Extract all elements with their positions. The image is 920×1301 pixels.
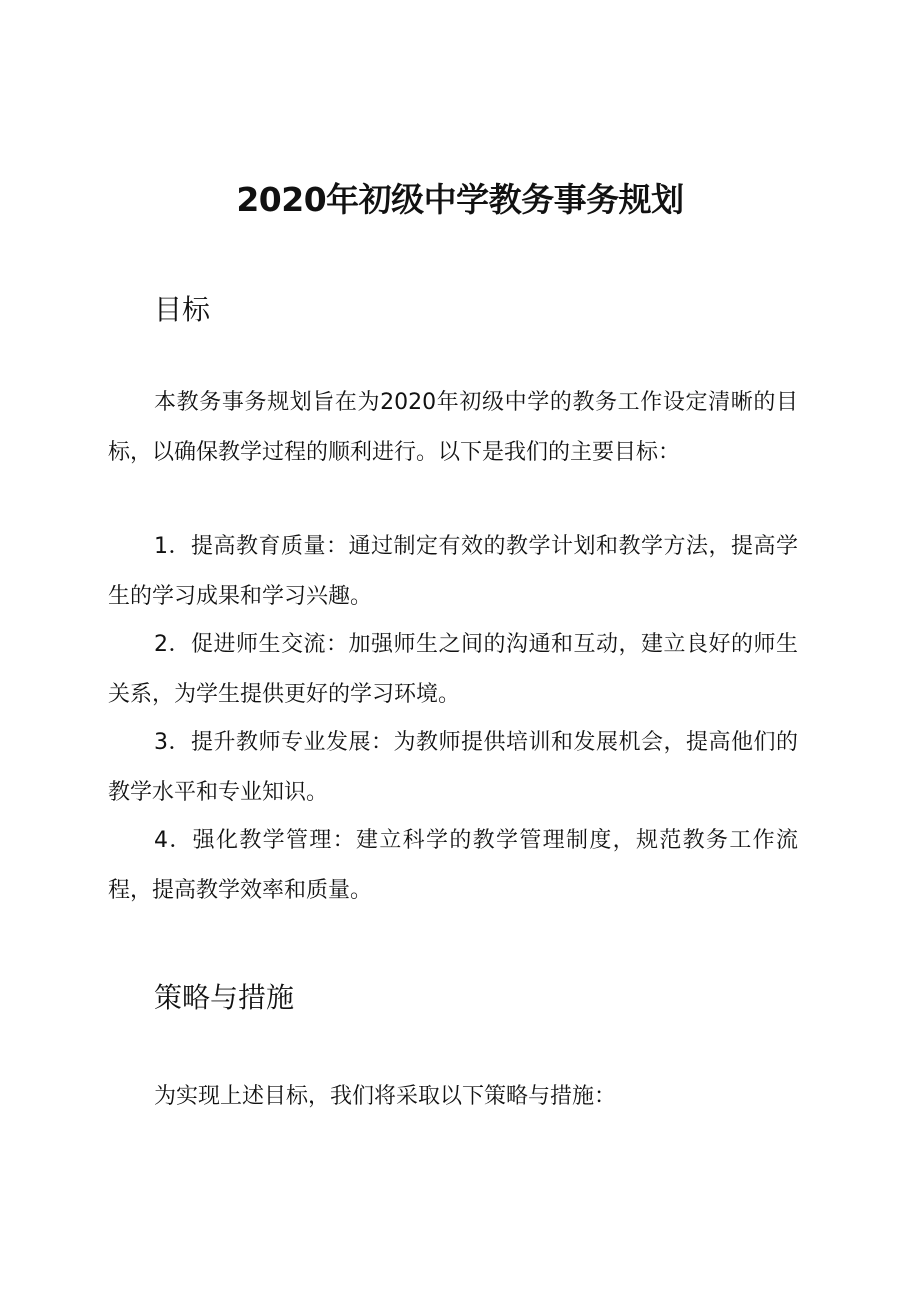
section-heading-goals: 目标	[154, 293, 211, 326]
goal-item-2: 2．促进师生交流：加强师生之间的沟通和互动，建立良好的师生关系，为学生提供更好的学习环境。	[108, 632, 798, 707]
goal-item-1: 1．提高教育质量：通过制定有效的教学计划和教学方法，提高学生的学习成果和学习兴趣。	[108, 534, 798, 609]
section-heading-strategies: 策略与措施	[154, 981, 295, 1014]
goals-intro-paragraph: 本教务事务规划旨在为2020年初级中学的教务工作设定清晰的目标，以确保教学过程的顺利进行。以下是我们的主要目标：	[108, 390, 798, 465]
strategies-intro-paragraph: 为实现上述目标，我们将采取以下策略与措施：	[154, 1084, 617, 1109]
goal-item-3: 3．提升教师专业发展：为教师提供培训和发展机会，提高他们的教学水平和专业知识。	[108, 730, 798, 805]
goal-item-4: 4．强化教学管理：建立科学的教学管理制度，规范教务工作流程，提高教学效率和质量。	[108, 828, 798, 903]
document-title: 2020年初级中学教务事务规划	[236, 180, 684, 219]
